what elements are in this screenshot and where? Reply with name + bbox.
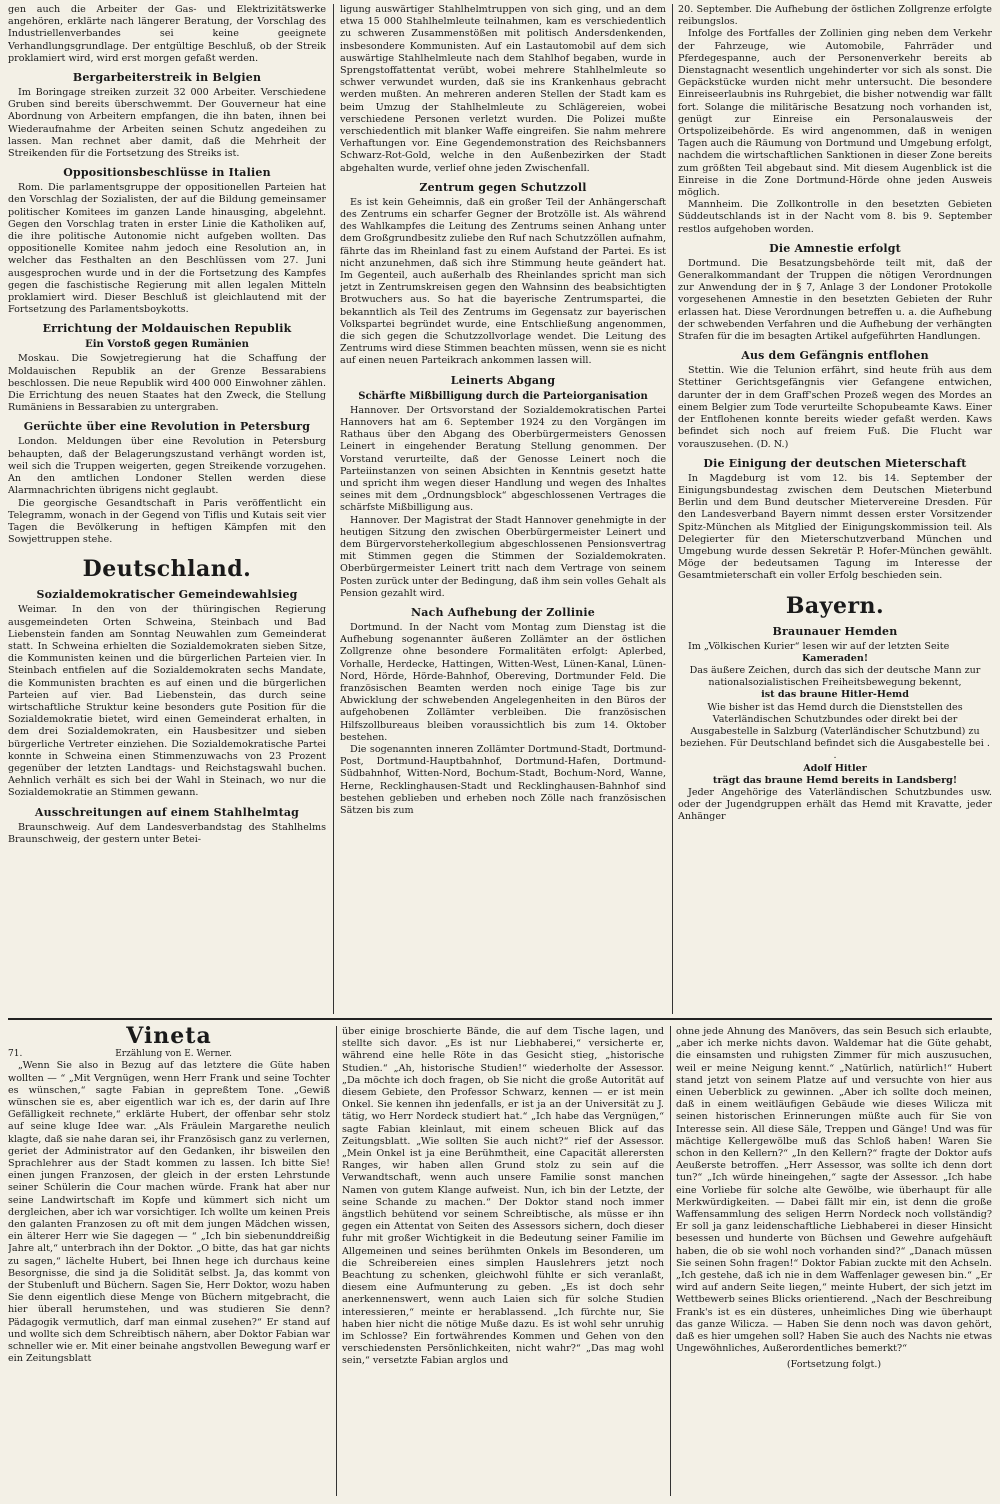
headline-customs-line: Nach Aufhebung der Zollinie (411, 605, 595, 619)
article-text: Braunschweig. Auf dem Landesverbandstag des Stahlhelms Braunschweig, der gestern unter Betei- (8, 821, 326, 845)
headline-braunau-shirts: Braunauer Hemden (772, 624, 898, 638)
headline-zentrum-tariff: Zentrum gegen Schutzzoll (419, 180, 587, 194)
article-text: Im Boringage streiken zurzeit 32 000 Arbeiter. Verschiedene Gruben sind bereits überschwemmt. Der Gouverneur hat eine Abordnung von Arbeitern empfangen, die ihn baten, ihnen bei Wiederaufnahme der Arbeiten seinen Schutz angedeihen zu lassen. Man rechnet aber damit, daß die Mehrheit der Streikenden für die Fortsetzung des Streiks ist. (8, 87, 326, 160)
article-text: In Magdeburg ist vom 12. bis 14. September der Einigungsbundestag zwischen dem Deutschen Mieterbund Berlin und dem Bund deutscher Mietervereine Dresden. Für den Landesverband Bayern nimmt dessen erster Vorsitzender Spitz-München als Mitglied der Einigungskommission teil. Als Delegierter für den Mieterschutzverband München und Umgebung wurde dessen Sekretär P. Hofer-München gewählt. Möge der bedeutsamen Tagung im Interesse der Gesamtmieterschaft ein voller Erfolg beschieden sein. (678, 472, 992, 582)
headline-stahlhelm-riots: Ausschreitungen auf einem Stahlhelmtag (34, 805, 300, 819)
article-text: ligung auswärtiger Stahlhelmtruppen von sich ging, und an dem etwa 15 000 Stahlhelmleute teilnahmen, kam es verschiedentlich zu schweren Zusammenstößen mit politisch Andersdenkenden, insbesondere Kommunisten. Auf ein Lastautomobil auf dem sich auswärtige Stahlhelmleute nach dem Stahlhof begaben, wurde in Sprengstoffattentat verübt, wobei mehrere Stahlhelmleute so schwer verwundet wurden, daß sie ins Krankenhaus gebracht werden mußten. An mehreren anderen Stellen der Stadt kam es beim Umzug der Stahlhelmleute zu Schlägereien, wobei verschiedene Personen verletzt wurden. Die Polizei mußte verschiedentlich mit blanker Waffe eingreifen. Sie nahm mehrere Verhaftungen vor. Eine Gegendemonstration des Reichsbanners Schwarz-Rot-Gold, welche in den Außenbezirken der Stadt abgehalten wurde, verlief ohne jeden Zwischenfall. (340, 4, 666, 174)
serial-byline: Erzählung von E. Werner. (115, 1049, 232, 1060)
headline-belgian-strike: Bergarbeiterstreik in Belgien (72, 71, 262, 85)
quote-line: Kameraden! (801, 652, 869, 664)
serial-header (8, 1048, 330, 1060)
article-text: Im „Völkischen Kurier“ lesen wir auf der letzten Seite (688, 640, 950, 652)
headline-petersburg-revolution: Gerüchte über eine Revolution in Petersburg (23, 420, 311, 434)
article-text: 20. September. Die Aufhebung der östlichen Zollgrenze erfolgte reibungslos. (678, 4, 992, 28)
article-text: Weimar. In den von der thüringischen Regierung ausgemeindeten Orten Schweina, Steinbach und Bad Liebenstein fanden am Sonntag Neuwahlen zum Gemeinderat statt. In Schweina erhielten die Sozialdemokraten sieben Sitze, die Kommunisten keinen und die bürgerlichen Parteien vier. In Steinbach entfielen auf die Sozialdemokraten sechs Mandate, die Kommunisten brachten es auf einen und die bürgerlichen Parteien auf vier. Bad Liebenstein, das durch seine wirtschaftliche Struktur keine besonders gute Position für die Sozialdemokratie bietet, wird einen Gemeinderat erhalten, in dem drei Sozialdemokraten, ein Hausbesitzer und sieben bürgerliche Vertreter einziehen. Die Sozialdemokratische Partei konnte in Schweina einen Stimmenzuwachs von 23 Prozent gegenüber der letzten Landtags- und Reichstagswahl buchen. Aehnlich verhält es sich bei der Wahl in Steinach, wo nur die Sozialdemokratie an Stimmen gewann. (8, 604, 326, 799)
article-text: Infolge des Fortfalles der Zollinien ging neben dem Verkehr der Fahrzeuge, wie Automobile, Fahrräder und Pferdegespanne, auch der Personenverkehr bereits ab Dienstagnacht wesentlich ungehinderter vor sich als sonst. Die Gepäckstücke wurden nicht mehr untersucht. Die besondere Einreiseerlaubnis ins Ruhrgebiet, die bisher notwendig war fällt fort. Solange die militärische Besatzung noch vorhanden ist, genügt zur Einreise ein Personalausweis der Ortspolizeibehörde. Es wird angenommen, daß in wenigen Tagen auch die Räumung von Dortmund und Umgebung erfolgt, nachdem die wirtschaftlichen Sanktionen in dieser Zone bereits zum größten Teil abgebaut sind. Mit diesem Augenblick ist die Einreise in die Zone Dortmund-Hörde ohne jeden Ausweis möglich. (678, 28, 992, 199)
serial-continuation: (Fortsetzung folgt.) (786, 1359, 882, 1371)
article-text: Hannover. Der Magistrat der Stadt Hannover genehmigte in der heutigen Sitzung den zwischen Oberbürgermeister Leinert und dem Bürgervorsteherkollegium abgeschlossenen Pensionsvertrag mit Stimmen gegen die Stimmen der Sozialdemokraten. Oberbürgermeister Leinert tritt nach dem Vertrage von seinem Posten zurück unter der Bedingung, daß ihm sein volles Gehalt als Pension gezahlt wird. (340, 514, 666, 599)
article-text: Hannover. Der Ortsvorstand der Sozialdemokratischen Partei Hannovers hat am 6. September 1924 zu den Vorgängen im Rathaus über den Abgang des Oberbürgermeisters Genossen Leinert in eingehender Beratung Stellung genommen. Der Vorstand verurteilte, daß der Genosse Leinert noch die Parteiinstanzen von seinen Absichten in Kenntnis gesetzt hatte und spricht ihm wegen dieser Handlung und wegen des Inhaltes seines mit dem „Ordnungsblock“ abgeschlossenen Vertrages die schärfste Mißbilligung aus. (340, 404, 666, 514)
subheadline-romania: Ein Vorstoß gegen Rumänien (85, 339, 249, 351)
serial-column-1 (8, 1026, 330, 1496)
article-text: London. Meldungen über eine Revolution in Petersburg behaupten, daß der Belagerungszustand verhängt worden ist, weil sich die Truppen weigerten, gegen Streikende vorzugehen. An den amtlichen Londoner Stellen werden diese Alarmnachrichten übrigens nicht geglaubt. (8, 436, 326, 497)
headline-social-democrat-win: Sozialdemokratischer Gemeindewahlsieg (36, 588, 298, 602)
serial-text: „Wenn Sie also in Bezug auf das letztere die Güte haben wollten — “ „Mit Vergnügen, wenn Herr Frank und seine Tochter es wünschen,“ sagte Fabian in gepreßtem Tone. „Gewiß wünschen sie es, aber eigentlich war ich es, der darin auf Ihre Gefälligkeit rechnete,“ erklärte Hubert, der offenbar sehr stolz auf seine kluge Idee war. „Als Fräulein Margarethe neulich klagte, daß sie nahe daran sei, ihr Französisch ganz zu verlernen, geriet der Administrator auf den Gedanken, ihr bisweilen den Sprachlehrer aus der Stadt kommen zu lassen. Ich bitte Sie! einen jungen Franzosen, der gleich in der ersten Lehrstunde seiner Schülerin die Cour machen würde. Frank hat aber nur seine Landwirtschaft im Kopfe und kümmert sich nicht um dergleichen, aber ich war vorsichtiger. Ich wollte um keinen Preis den galanten Franzosen zu oft mit dem jungen Mädchen wissen, ein älterer Herr wie Sie dagegen — “ „Ich bin siebenunddreißig Jahre alt,“ unterbrach ihn der Doktor. „O bitte, das hat gar nichts zu sagen,“ lächelte Hubert, bei Ihnen hege ich durchaus keine Besorgnisse, die sind ja die Solidität selbst. Ja, das kommt von der Stubenluft und Büchern. Sagen Sie, Herr Doktor, wozu haben Sie denn eigentlich diese Menge von Büchern mitgebracht, die hier überall herumstehen, und was studieren Sie denn? Pädagogik vermutlich, darf man einmal zusehen?“ Er stand auf und wollte sich dem Schreibtisch nähern, aber Doktor Fabian war schneller wie er. Mit einer beinahe angstvollen Bewegung warf er ein Zeitungsblatt (8, 1060, 330, 1365)
column-2 (340, 4, 666, 1014)
headline-leinert: Leinerts Abgang (450, 373, 556, 387)
article-text: Jeder Angehörige des Vaterländischen Schutzbundes usw. oder der Jugendgruppen erhält das Hemd mit Kravatte, jeder Anhänger (678, 786, 992, 823)
headline-tenants-union: Die Einigung der deutschen Mieterschaft (703, 456, 967, 470)
headline-prison-escape: Aus dem Gefängnis entflohen (741, 349, 929, 363)
article-text: gen auch die Arbeiter der Gas- und Elektrizitätswerke angehören, erklärte nach längerer Beratung, der Vorschlag des Industriellenverbandes sei keine geeignete Verhandlungsgrundlage. Der entgültige Beschluß, ob der Streik proklamiert wird, wird erst morgen gefaßt werden. (8, 4, 326, 64)
column-divider (670, 1026, 671, 1496)
column-3 (678, 4, 992, 1014)
quote-line: ist das braune Hitler-Hemd (761, 689, 909, 701)
serial-text: ohne jede Ahnung des Manövers, das sein Besuch sich erlaubte, „aber ich merke nichts davon. Waldemar hat die Güte gehabt, die einsamsten und ruhigsten Zimmer für mich auszusuchen, weil er meine Neigung kennt.“ „Natürlich, natürlich!“ Hubert stand jetzt von seinem Platze auf und versuchte von hier aus einen Ueberblick zu gewinnen. „Aber ich sollte doch meinen, daß in einem weitläufigen Gebäude wie dieses Wilicza mit seinen historischen Erinnerungen müßte auch für Sie von Interesse sein. All diese Säle, Treppen und Gänge! Und was für mächtige Kellergewölbe muß das Schloß haben! Waren Sie schon in den Kellern?“ „In den Kellern?“ fragte der Doktor aufs Aeußerste betroffen. „Herr Assessor, was sollte ich denn dort tun?“ „Ich würde hineingehen,“ sagte der Assessor. „Ich habe eine Vorliebe für solche alte Gewölbe, wie überhaupt für alle Merkwürdigkeiten. — Dabei fällt mir ein, ist denn die große Waffensammlung des seligen Herrn Nordeck noch vollständig? Er soll ja ganz leidenschaftliche Liebhaberei in dieser Hinsicht besessen und hunderte von Büchsen und Gewehre aufgehäuft haben, die ob sie wohl noch vorhanden sind?“ „Danach müssen Sie seinen Sohn fragen!“ Doktor Fabian zuckte mit den Achseln. „Ich gestehe, daß ich nie in dem Waffenlager gewesen bin.“ „Er wird auf andern Seite liegen,“ meinte Hubert, der sich jetzt im Wettbewerb seines Blicks orientierend. „Nach der Beschreibung Frank's ist es ein düsteres, unheimliches Ding wie überhaupt das ganze Wilicza. — Haben Sie denn noch was davon gehört, daß es hier umgehen soll? Haben Sie auch des Nachts nie etwas Ungewöhnliches, Außerordentliches bemerkt?“ (676, 1026, 992, 1355)
subheadline-party-disapproval: Schärfte Mißbilligung durch die Parteiorganisation (358, 390, 648, 402)
article-text: Dortmund. Die Besatzungsbehörde teilt mit, daß der Generalkommandant der Truppen die nötigen Verordnungen zur Anwendung der in § 7, Anlage 3 der Londoner Protokolle vorgesehenen Amnestie in den besetzten Gebieten der Ruhr erlassen hat. Diese Verordnungen betreffen u. a. die Aufhebung der schwebenden Verfahren und die Aufhebung der verhängten Strafen für die im besagten Artikel aufgeführten Handlungen. (678, 257, 992, 343)
serial-number: 71. (8, 1049, 23, 1060)
article-text: Stettin. Wie die Telunion erfährt, sind heute früh aus dem Stettiner Gerichtsgefängnis vier Gefangene entwichen, darunter der in dem Graff'schen Prozeß wegen des Mordes an einem Belgier zum Tode verurteilte Schopubeamte Kaws. Einer der Entflohenen konnte bereits wieder gefaßt werden. Kaws befindet sich noch auf freiem Fuß. Die Flucht war vorauszusehen. (D. N.) (678, 365, 992, 450)
quote-line: Adolf Hitler (803, 762, 867, 774)
serial-column-3 (676, 1026, 992, 1496)
article-text: Die sogenannten inneren Zollämter Dortmund-Stadt, Dortmund-Post, Dortmund-Hauptbahnhof, Dortmund-Hafen, Dortmund-Südbahnhof, Witten-Nord, Bochum-Stadt, Bochum-Nord, Wanne, Herne, Recklinghausen-Stadt und Recklinghausen-Bahnhof sind bestehen geblieben und erheben noch Zölle nach französischen Sätzen bis zum (340, 743, 666, 816)
headline-moldavian-republic: Errichtung der Moldauischen Republik (42, 322, 292, 336)
headline-amnesty: Die Amnestie erfolgt (769, 241, 901, 255)
quote-line: trägt das braune Hemd bereits in Landsberg! (712, 774, 958, 786)
serial-title: Vineta (126, 1026, 212, 1049)
section-separator (8, 1018, 992, 1020)
article-text: Dortmund. In der Nacht vom Montag zum Dienstag ist die Aufhebung sogenannter äußeren Zollämter an der östlichen Zollgrenze ohne besondere Formalitäten erfolgt: Aplerbed, Vorhalle, Herdecke, Hattingen, Witten-West, Lünen-Kanal, Lünen-Nord, Hörde, Hörde-Bahnhof, Obereving, Dortmunder Feld. Die französischen Beamten werden noch einige Tage bis zur Abwicklung der schwebenden Angelegenheiten in den Büros der aufgehobenen Zollämter verbleiben. Die französischen Hilfszollbureaus bleiben voraussichtlich bis zum 14. Oktober bestehen. (340, 621, 666, 743)
article-text: Rom. Die parlamentsgruppe der oppositionellen Parteien hat den Vorschlag der Sozialisten, der auf die Bildung gemeinsamer politischer Komitees im ganzen Lande hinausging, abgelehnt. Gegen den Vorschlag traten in erster Linie die Katholiken auf, die ihre politische Autonomie nicht aufgeben wollten. Das oppositionelle Komitee nahm jedoch eine Resolution an, in welcher das Festhalten an den Beschlüssen vom 27. Juni ausgesprochen wurde und in der die Fortsetzung des Kampfes gegen die faschistische Regierung mit allen legalen Mitteln proklamiert wird. Dieser Beschluß ist gleichlautend mit der Fortsetzung des Parlamentsboykotts. (8, 182, 326, 316)
column-divider (672, 4, 673, 1014)
headline-italy-opposition: Oppositionsbeschlüsse in Italien (63, 166, 271, 180)
column-divider (333, 4, 334, 1014)
section-title-bayern: Bayern. (785, 592, 885, 619)
serial-text: über einige broschierte Bände, die auf dem Tische lagen, und stellte sich davor. „Es ist nur Liebhaberei,“ versicherte er, während eine helle Röte in das Gesicht stieg, „historische Studien.“ „Ah, historische Studien!“ wiederholte der Assessor. „Da möchte ich doch fragen, ob Sie nicht die große Autorität auf diesem Gebiete, den Professor Schwarz, kennen — er ist mein Onkel. Sie kennen ihn jedenfalls, er ist ja an der Universität zu J. tätig, wo Herr Nordeck studiert hat.“ „Ich habe das Vergnügen,“ sagte Fabian kleinlaut, mit einem scheuen Blick auf das Zeitungsblatt. „Wie sollten Sie auch nicht?“ rief der Assessor. „Mein Onkel ist ja eine Berühmtheit, eine Capacität allerersten Ranges, wir haben allen Grund stolz zu sein auf die Verwandtschaft, wenn auch unsere Familie sonst manchen Namen von gutem Klange aufweist. Nun, ich bin der Letzte, der seine Schande zu machen.“ Der Doktor stand noch immer ängstlich behütend vor seinem Schreibtische, als müsse er ihn gegen ein Attentat von Seiten des Assessors sichern, doch dieser fuhr mit großer Wichtigkeit in die Bedeutung seiner Familie im Allgemeinen und seines berühmten Onkels im Besonderen, um die Schreibereien eines simplen Hauslehrers jetzt noch Beachtung zu schenken, gleichwohl fühlte er sich veranlaßt, diesem eine Aufmunterung zu geben. „Es ist doch sehr anerkennenswert, wenn auch Laien sich für solche Studien interessieren,“ meinte er herablassend. „Ich fürchte nur, Sie haben hier nicht die nötige Muße dazu. Es ist wohl sehr unruhig im Schlosse? Ein fortwährendes Kommen und Gehen von den verschiedensten Persönlichkeiten, nicht wahr?“ „Das mag wohl sein,“ versetzte Fabian arglos und (342, 1026, 664, 1367)
article-text: Mannheim. Die Zollkontrolle in den besetzten Gebieten Süddeutschlands ist in der Nacht vom 8. bis 9. September restlos aufgehoben worden. (678, 199, 992, 235)
column-divider (336, 1026, 337, 1496)
quote-line: Das äußere Zeichen, durch das sich der deutsche Mann zur nationalsozialistischen Freiheitsbewegung bekennt, (689, 664, 981, 689)
quote-line: Wie bisher ist das Hemd durch die Dienststellen des Vaterländischen Schutzbundes oder direkt bei der Ausgabestelle in Salzburg (Vaterländischer Schutzbund) zu beziehen. Für Deutschland befindet sich die Ausgabestelle bei . . (680, 701, 990, 762)
article-text: Moskau. Die Sowjetregierung hat die Schaffung der Moldauischen Republik an der Grenze Bessarabiens beschlossen. Die neue Republik wird 400 000 Einwohner zählen. Die Errichtung des neuen Staates hat den Zweck, die Stellung Rumäniens in Bessarabien zu untergraben. (8, 353, 326, 414)
article-text: Die georgische Gesandtschaft in Paris veröffentlicht ein Telegramm, wonach in der Gegend von Tiflis und Kutais seit vier Tagen die Bevölkerung in heftigen Kämpfen mit den Sowjettruppen stehe. (8, 497, 326, 546)
serial-column-2 (342, 1026, 664, 1496)
section-title-deutschland: Deutschland. (82, 556, 252, 583)
article-text: Es ist kein Geheimnis, daß ein großer Teil der Anhängerschaft des Zentrums ein scharfer Gegner der Brotzölle ist. Als während des Wahlkampfes die Leitung des Zentrums seinen Anhang unter dem Großgrundbesitz zuliebe den Ruf nach Schutzzöllen aufnahm, fährte das im Rheinland fast zu einem Aufstand der Partei. Es ist nicht anzunehmen, daß sich ihre Stimmung heute geändert hat. Im Gegenteil, auch außerhalb des Rheinlandes spricht man sich jetzt in Zentrumskreisen gegen den Wahnsinn des beabsichtigten Brotwuchers aus. So hat die bayerische Zentrumspartei, die bekanntlich als Teil des Zentrums im Gegensatz zur bayerischen Volkspartei begründet wurde, eine Entschließung angenommen, die sich gegen die Schutzzollvorlage wendet. Die Leitung des Zentrums wird diese Stimmen beachten müssen, wenn sie es nicht auf einen neuen Parteikrach ankommen lassen will. (340, 196, 666, 367)
column-1 (8, 4, 326, 1014)
